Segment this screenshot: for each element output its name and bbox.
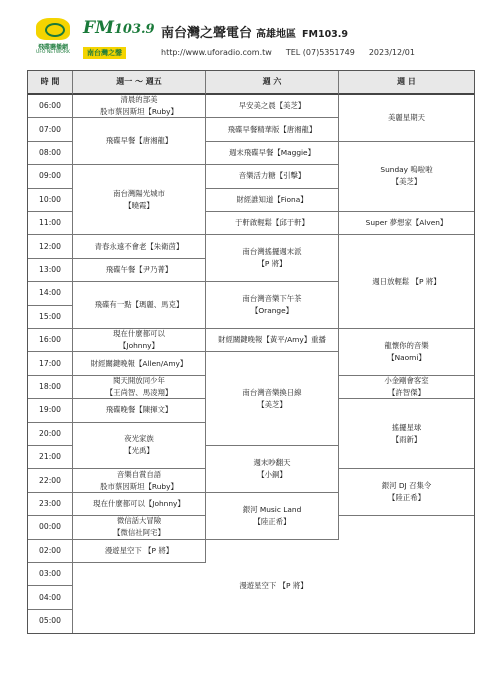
saturday-program-line-1: 財經關鍵晚報【黃平/Amy】重播 (218, 335, 326, 345)
time-slot (28, 95, 73, 118)
weekday-program-line-1: 飛碟有一點【瑪麗、馬克】 (94, 300, 184, 310)
time-slot (28, 142, 73, 165)
region-label: 高雄地區 (256, 29, 297, 40)
time-slot-line-1: 22:00 (39, 475, 61, 485)
ufo-badge-icon (36, 18, 70, 40)
weekday-program-line-1: 飛碟早餐【唐湘龍】 (105, 136, 173, 146)
weekday-program (73, 376, 206, 399)
weekday-program-line-2: 【微信社阿宅】 (113, 528, 165, 538)
time-slot (28, 306, 73, 329)
fm-number: 103.9 (113, 22, 155, 37)
sunday-program (339, 376, 474, 399)
weekday-program (73, 399, 206, 422)
sunday-program-line-1: Super 夢想家【Alven】 (365, 218, 448, 228)
saturday-program (206, 118, 339, 141)
time-slot-line-1: 04:00 (39, 592, 61, 602)
sunday-program-line-1: 美麗星期天 (388, 112, 425, 122)
weekday-program (73, 259, 206, 282)
time-slot (28, 376, 73, 399)
time-slot-line-1: 09:00 (39, 171, 61, 181)
weekday-program-line-1: 微信話大冒險 (116, 516, 162, 526)
saturday-program (206, 282, 339, 329)
saturday-program-line-1: 銀河 Music Land (242, 504, 302, 514)
time-slot (28, 189, 73, 212)
time-slot-line-1: 17:00 (39, 358, 61, 368)
weekday-program-line-1: 財經關鍵晚報【Allen/Amy】 (90, 358, 188, 368)
logo-ufo-en: UFO NETWORK (36, 50, 70, 55)
column-header-saturday: 週 六 (206, 71, 339, 95)
time-slot-line-1: 03:00 (39, 569, 61, 579)
sunday-program-line-1: 週日放輕鬆 【P 將】 (372, 276, 441, 286)
time-slot (28, 469, 73, 492)
time-slot-line-1: 15:00 (39, 311, 61, 321)
time-slot-line-1: 08:00 (39, 147, 61, 157)
time-slot-line-1: 16:00 (39, 335, 61, 345)
weekday-program-line-1: 現在什麼都可以【Johnny】 (93, 498, 185, 508)
weekday-program-line-1: 夜光家族 (124, 434, 154, 444)
saturday-program-line-1: 財經誰知道【Fiona】 (236, 194, 308, 204)
weekday-program-line-2: 股市蔡因斯坦【Ruby】 (100, 107, 178, 117)
time-slot-line-1: 05:00 (39, 616, 61, 626)
time-slot-line-1: 06:00 (39, 101, 61, 111)
time-slot (28, 399, 73, 422)
weekday-program (73, 329, 206, 352)
weekday-program-line-1: 現在什麼都可以 (113, 329, 165, 339)
time-slot-line-1: 21:00 (39, 452, 61, 462)
column-header-sunday: 週 日 (339, 71, 474, 95)
time-slot (28, 329, 73, 352)
weekday-program-line-1: 音樂自賞自語 (116, 469, 162, 479)
time-slot-line-1: 11:00 (39, 218, 61, 228)
sunday-program-line-1: 銀河 DJ 召集令 (381, 481, 432, 491)
weekday-program-line-2: 【王尚智、馬凌翔】 (105, 388, 173, 397)
weekday-program-line-1: 閱天開放同少年 (113, 376, 165, 385)
time-slot (28, 563, 73, 586)
weekday-program-line-1: 飛碟晚餐【陳揮文】 (105, 405, 173, 415)
time-slot (28, 540, 73, 563)
phone-number: TEL (07)5351749 (285, 48, 355, 57)
weekday-program (73, 118, 206, 165)
time-slot (28, 212, 73, 235)
sunday-program (339, 95, 474, 142)
weekday-program-line-2: 【Johnny】 (119, 341, 159, 351)
frequency-label: FM103.9 (302, 29, 349, 40)
fm-logo-text (83, 18, 153, 40)
sunday-program (339, 399, 474, 469)
weekday-program-line-1: 清晨的部美 (120, 95, 158, 105)
weekday-program (73, 95, 206, 118)
weekday-program (73, 469, 206, 492)
weekday-program (73, 282, 206, 329)
sunday-program-line-2: 【陸正希】 (388, 493, 425, 503)
saturday-program-line-2: 【P 將】 (257, 259, 287, 269)
sunday-program (339, 212, 474, 235)
time-slot (28, 493, 73, 516)
time-slot-line-1: 10:00 (39, 194, 61, 204)
weekday-program-line-1: 青春永遠不會老【朱衛茵】 (94, 241, 184, 251)
page-header (27, 14, 467, 62)
sunday-program-line-1: Sunday 嗚啦啦 (380, 165, 433, 175)
time-slot (28, 446, 73, 469)
time-slot-line-1: 13:00 (39, 264, 61, 274)
time-slot (28, 235, 73, 258)
weekday-program (73, 423, 206, 470)
saturday-program (206, 165, 339, 188)
time-slot (28, 352, 73, 375)
saturday-program-line-1: 南台灣搖擺週末派 (242, 247, 302, 257)
saturday-program-line-1: 飛碟早餐精華版【唐湘龍】 (227, 124, 317, 134)
contact-info (161, 48, 415, 57)
saturday-program-line-2: 【小銅】 (257, 469, 287, 479)
time-slot (28, 282, 73, 305)
weekday-program (73, 165, 206, 235)
sunday-program-line-2: 【Naomi】 (387, 352, 426, 362)
time-slot (28, 610, 73, 633)
saturday-program-line-1: 南台灣音樂換日線 (242, 387, 302, 397)
saturday-program-line-1: 于軒啟輕鬆【邱于軒】 (235, 218, 309, 228)
sunday-program-line-2: 【許智傑】 (388, 388, 425, 397)
fm-logo (83, 18, 153, 58)
program-schedule-table (27, 70, 475, 634)
saturday-program (206, 329, 339, 352)
overnight-program (73, 540, 474, 634)
saturday-program-line-1: 早安美之晨【美芝】 (238, 101, 306, 111)
saturday-program (206, 352, 339, 446)
sunday-program (339, 469, 474, 516)
saturday-program (206, 235, 339, 282)
time-slot (28, 259, 73, 282)
time-slot-line-1: 18:00 (39, 381, 61, 391)
saturday-program-line-1: 週末飛碟早餐【Maggie】 (228, 147, 315, 157)
column-header-time: 時 間 (28, 71, 73, 95)
fm-logo-sub: 南台灣之聲 (83, 47, 126, 59)
time-slot-line-1: 19:00 (39, 405, 61, 415)
weekday-program-line-1: 飛碟午餐【尹乃菁】 (105, 264, 173, 274)
weekday-program-line-2: 【光禹】 (124, 446, 154, 456)
logo-ufo-cn: 飛碟聯播網 (37, 44, 68, 51)
weekday-program (73, 516, 206, 539)
website-link[interactable]: http://www.uforadio.com.tw (161, 48, 272, 57)
sunday-program-line-1: 龍懷你的音樂 (384, 340, 429, 350)
weekday-program-line-1: 南台灣陽光城市 (113, 188, 165, 198)
sunday-program-line-2: 【雨新】 (391, 434, 422, 444)
time-slot-line-1: 02:00 (39, 545, 61, 555)
saturday-program-line-2: 【美芝】 (257, 399, 287, 409)
sunday-program (339, 235, 474, 329)
time-slot (28, 118, 73, 141)
sunday-program-line-2: 【美芝】 (391, 177, 422, 187)
weekday-program (73, 493, 206, 516)
time-slot (28, 165, 73, 188)
weekday-program-line-1: 漫遊星空下 【P 將】 (104, 545, 174, 555)
weekday-program (73, 352, 206, 375)
saturday-program (206, 142, 339, 165)
weekday-program-line-2: 股市蔡因斯坦【Ruby】 (100, 481, 178, 491)
station-name: 南台灣之聲電台 (161, 26, 253, 41)
time-slot-line-1: 00:00 (39, 522, 61, 532)
time-slot (28, 516, 73, 539)
saturday-program-line-1: 週末吵翻天 (253, 457, 291, 467)
saturday-program (206, 212, 339, 235)
time-slot (28, 586, 73, 609)
schedule-date: 2023/12/01 (368, 48, 415, 57)
sunday-program-line-1: 小金剛會客室 (384, 376, 429, 385)
saturday-program (206, 189, 339, 212)
saturday-program-line-2: 【Orange】 (250, 306, 294, 316)
fm-prefix: FM (83, 18, 114, 38)
time-slot (28, 423, 73, 446)
ufo-network-logo (33, 18, 73, 58)
saturday-program-line-2: 【陸正希】 (253, 516, 291, 526)
weekday-program-line-2: 【曉霞】 (124, 200, 154, 210)
saturday-program-line-1: 音樂活力糖【引擊】 (238, 171, 306, 181)
sunday-program-line-1: 搖擺星球 (391, 422, 422, 432)
sunday-program (339, 329, 474, 376)
saturday-program (206, 493, 339, 540)
saturday-program-line-1: 南台灣音樂下午茶 (242, 294, 302, 304)
weekday-program (73, 235, 206, 258)
overnight-program-line-1: 漫遊星空下 【P 將】 (239, 581, 308, 591)
time-slot-line-1: 14:00 (39, 288, 61, 298)
column-header-weekday: 週一 ～ 週五 (73, 71, 206, 95)
time-slot-line-1: 23:00 (39, 498, 61, 508)
sunday-program (339, 142, 474, 212)
saturday-program (206, 95, 339, 118)
time-slot-line-1: 07:00 (39, 124, 61, 134)
time-slot-line-1: 20:00 (39, 428, 61, 438)
saturday-program (206, 446, 339, 493)
page-title (161, 22, 348, 41)
time-slot-line-1: 12:00 (39, 241, 61, 251)
